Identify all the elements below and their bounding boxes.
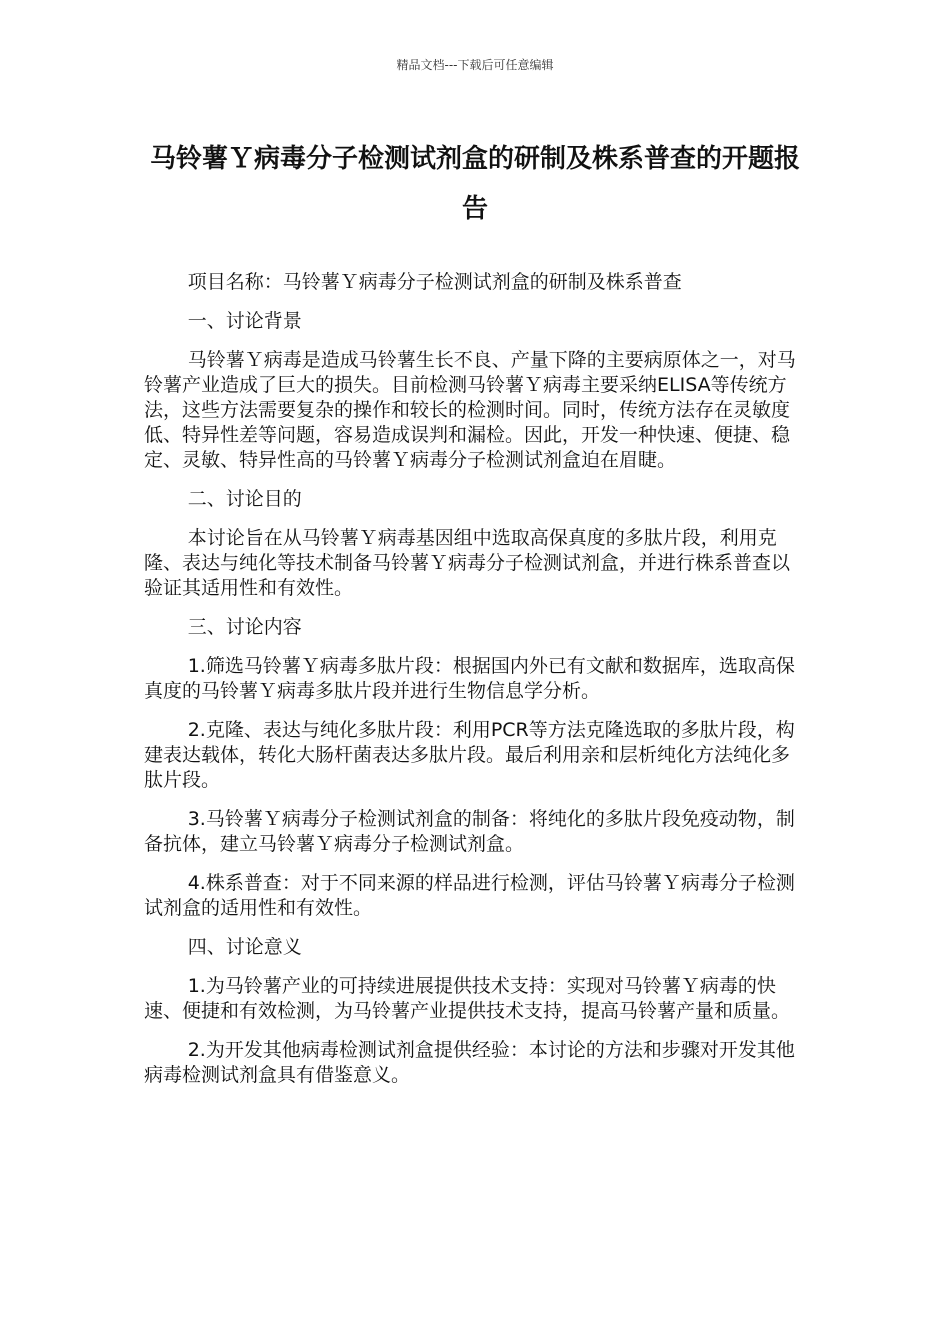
paragraph-significance-item: 1.为马铃薯产业的可持续进展提供技术支持：实现对马铃薯Ｙ病毒的快速、便捷和有效检测，为马铃薯产业提供技术支持，提高马铃薯产量和质量。 [144,975,791,1022]
paragraph-background: 马铃薯Ｙ病毒是造成马铃薯生长不良、产量下降的主要病原体之一，对马铃薯产业造成了巨大的损失。目前检测马铃薯Ｙ病毒主要采纳ELISA等传统方法，这些方法需要复杂的操作和较长的检测时间。同时，传统方法存在灵敏度低、特异性差等问题，容易造成误判和漏检。因此，开发一种快速、便捷、稳定、灵敏、特异性高的马铃薯Ｙ病毒分子检测试剂盒迫在眉睫。 [144,349,796,471]
project-name: 项目名称：马铃薯Ｙ病毒分子检测试剂盒的研制及株系普查 [187,271,682,293]
paragraph-purpose: 本讨论旨在从马铃薯Ｙ病毒基因组中选取高保真度的多肽片段，利用克隆、表达与纯化等技术制备马铃薯Ｙ病毒分子检测试剂盒，并进行株系普查以验证其适用性和有效性。 [144,527,791,599]
section-heading-content: 三、讨论内容 [187,616,302,638]
document-body [144,270,796,1102]
page-header-note: 精品文档---下载后可任意编辑 [396,58,554,72]
paragraph-content-item: 2.克隆、表达与纯化多肽片段：利用PCR等方法克隆选取的多肽片段，构建表达载体，转化大肠杆菌表达多肽片段。最后利用亲和层析纯化方法纯化多肽片段。 [144,719,795,791]
document-title: 马铃薯Ｙ病毒分子检测试剂盒的研制及株系普查的开题报告 [149,144,800,224]
paragraph-significance-item: 2.为开发其他病毒检测试剂盒提供经验：本讨论的方法和步骤对开发其他病毒检测试剂盒具有借鉴意义。 [144,1039,795,1086]
section-heading-background: 一、讨论背景 [187,310,302,332]
paragraph-content-item: 1.筛选马铃薯Ｙ病毒多肽片段：根据国内外已有文献和数据库，选取高保真度的马铃薯Ｙ病毒多肽片段并进行生物信息学分析。 [144,655,795,702]
section-heading-significance: 四、讨论意义 [187,936,302,958]
paragraph-content-item: 4.株系普查：对于不同来源的样品进行检测，评估马铃薯Ｙ病毒分子检测试剂盒的适用性和有效性。 [144,872,795,919]
paragraph-content-item: 3.马铃薯Ｙ病毒分子检测试剂盒的制备：将纯化的多肽片段免疫动物，制备抗体，建立马铃薯Ｙ病毒分子检测试剂盒。 [144,808,795,855]
section-heading-purpose: 二、讨论目的 [187,488,302,510]
